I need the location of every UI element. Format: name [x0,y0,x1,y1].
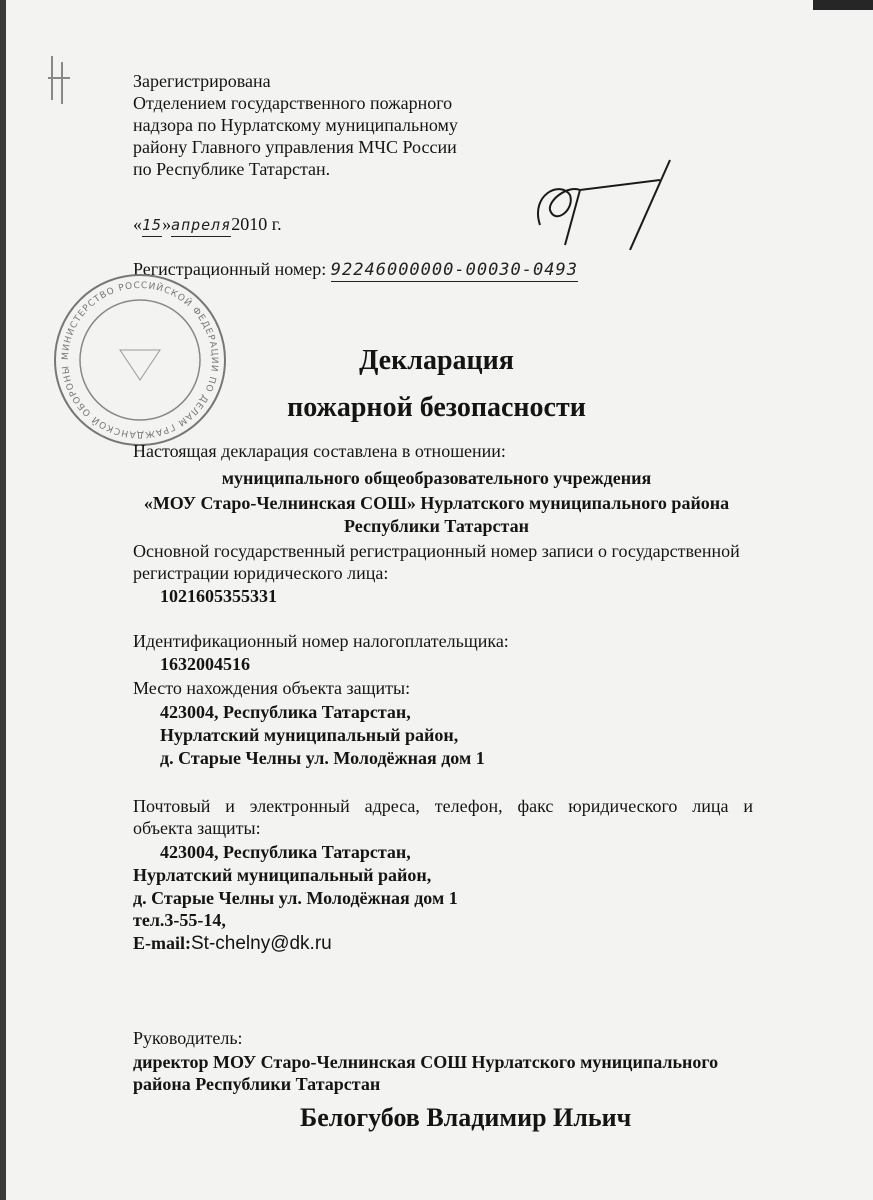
ogrn-label-line-2: регистрации юридического лица: [133,563,389,583]
intro-text: Настоящая декларация составлена в отношении: [133,441,506,461]
org-line-2: «МОУ Старо-Челнинская СОШ» Нурлатского муниципального района [143,493,730,513]
postal-label-line-1: Почтовый и электронный адреса, телефон, факс юридического лица и [133,796,753,816]
postal-label-line-2: объекта защиты: [133,818,261,838]
location-label: Место нахождения объекта защиты: [133,678,411,698]
stamp-text: МИНИСТЕРСТВО РОССИЙСКОЙ ФЕДЕРАЦИИ ПО ДЕЛАМ ГРАЖДАНСКОЙ ОБОРОНЫ [60,280,220,440]
registration-line: надзора по Нурлатскому муниципальному [133,115,458,135]
margin-mark-icon [40,48,100,108]
registration-date-month: апреля [171,214,231,237]
signature-icon [520,155,700,250]
email-line [133,932,332,955]
ogrn-value: 1021605355331 [160,586,277,606]
director-position-line-1: директор МОУ Старо-Челнинская СОШ Нурлатского муниципального [133,1052,719,1072]
document-title: Декларация [359,345,514,376]
postal-line: д. Старые Челны ул. Молодёжная дом 1 [133,888,458,908]
registration-line: по Республике Татарстан. [133,159,331,179]
registration-date-year: 2010 г. [231,214,282,234]
registration-line: Отделением государственного пожарного [133,93,453,113]
org-line-1: муниципального общеобразовательного учреждения [221,468,652,488]
director-name: Белогубов Владимир Ильич [300,1103,632,1132]
document-subtitle: пожарной безопасности [287,392,586,423]
phone-line: тел.3-55-14, [133,910,226,930]
scan-edge-left [0,0,6,1200]
registration-block [133,70,458,180]
director-position-line-2: района Республики Татарстан [133,1074,381,1094]
registration-line: району Главного управления МЧС России [133,137,457,157]
location-line: Нурлатский муниципальный район, [160,725,459,745]
location-line: д. Старые Челны ул. Молодёжная дом 1 [160,748,485,768]
org-line-3: Республики Татарстан [344,516,529,536]
postal-line: 423004, Республика Татарстан, [160,842,411,862]
registration-number-label: Регистрационный номер: [133,259,327,279]
registration-number-value: 92246000000-00030-0493 [330,260,578,280]
email-value: St-chelny@dk.ru [191,933,332,954]
email-label: E-mail: [133,933,191,953]
inn-label: Идентификационный номер налогоплательщика: [133,631,509,651]
director-label: Руководитель: [133,1028,243,1048]
registration-date: «15»апреля2010 г. [133,213,282,237]
ogrn-label-line-1: Основной государственный регистрационный номер записи о государственной [133,541,740,561]
scan-edge-top-right [813,0,873,10]
inn-value: 1632004516 [160,654,250,674]
registration-line: Зарегистрирована [133,71,271,91]
registration-date-day: 15 [142,214,162,237]
postal-line: Нурлатский муниципальный район, [133,865,432,885]
location-line: 423004, Республика Татарстан, [160,702,411,722]
